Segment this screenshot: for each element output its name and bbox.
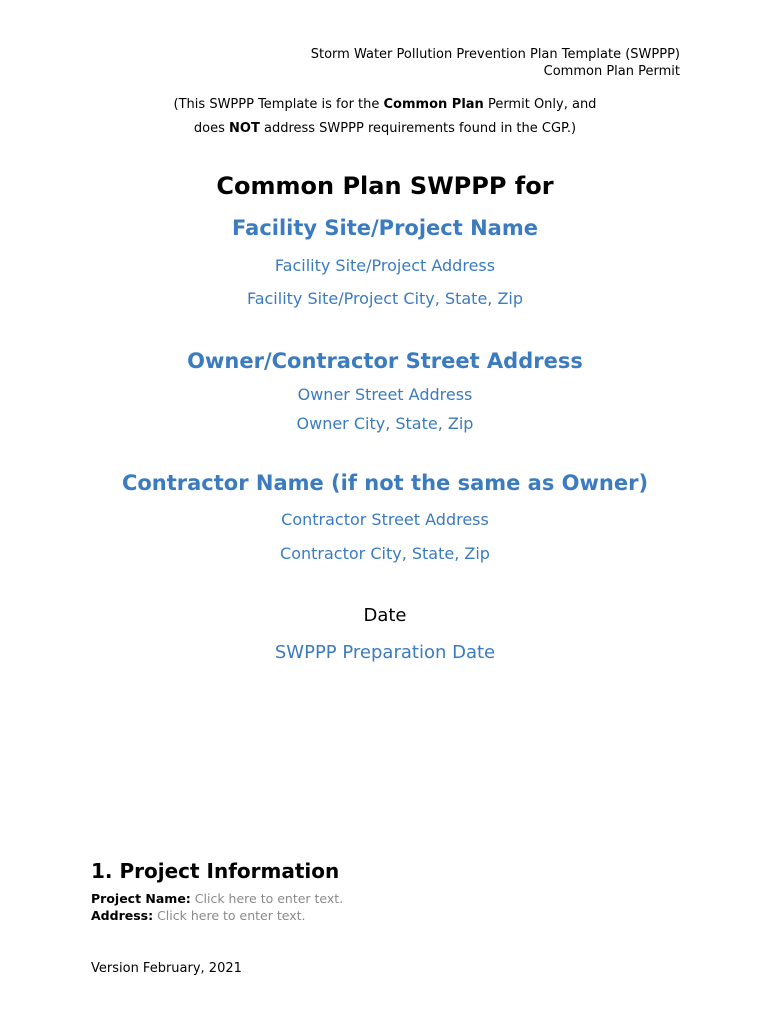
note-text: address SWPPP requirements found in the CGP.) — [259, 121, 577, 136]
note-emphasis: NOT — [229, 121, 260, 136]
template-note-line2 — [0, 121, 770, 136]
contractor-name-field[interactable]: Contractor Name (if not the same as Owner) — [121, 471, 649, 495]
version-footer: Version February, 2021 — [91, 961, 242, 976]
project-name-row — [91, 891, 343, 906]
address-row — [91, 908, 305, 923]
project-name-input[interactable]: Click here to enter text. — [194, 891, 344, 906]
template-note-line1 — [0, 97, 770, 112]
header-permit-line: Common Plan Permit — [543, 64, 680, 79]
date-label: Date — [363, 605, 407, 626]
owner-heading-field[interactable]: Owner/Contractor Street Address — [187, 349, 583, 373]
note-text: Permit Only, and — [483, 97, 597, 112]
project-name-label: Project Name: — [91, 891, 191, 906]
facility-name-field[interactable]: Facility Site/Project Name — [232, 216, 538, 240]
header-title-line: Storm Water Pollution Prevention Plan Template (SWPPP) — [310, 47, 680, 62]
owner-address-field[interactable]: Owner Street Address — [297, 385, 473, 404]
preparation-date-field[interactable]: SWPPP Preparation Date — [274, 642, 496, 663]
facility-city-field[interactable]: Facility Site/Project City, State, Zip — [246, 289, 524, 308]
document-title: Common Plan SWPPP for — [216, 172, 554, 200]
address-label: Address: — [91, 908, 154, 923]
address-input[interactable]: Click here to enter text. — [157, 908, 306, 923]
owner-city-field[interactable]: Owner City, State, Zip — [296, 414, 474, 433]
section-heading-project-information: 1. Project Information — [91, 859, 340, 883]
note-emphasis: Common Plan — [383, 97, 484, 112]
facility-address-field[interactable]: Facility Site/Project Address — [274, 256, 496, 275]
note-text: does — [193, 121, 230, 136]
contractor-address-field[interactable]: Contractor Street Address — [281, 510, 489, 529]
note-text: (This SWPPP Template is for the — [173, 97, 384, 112]
contractor-city-field[interactable]: Contractor City, State, Zip — [280, 544, 490, 563]
